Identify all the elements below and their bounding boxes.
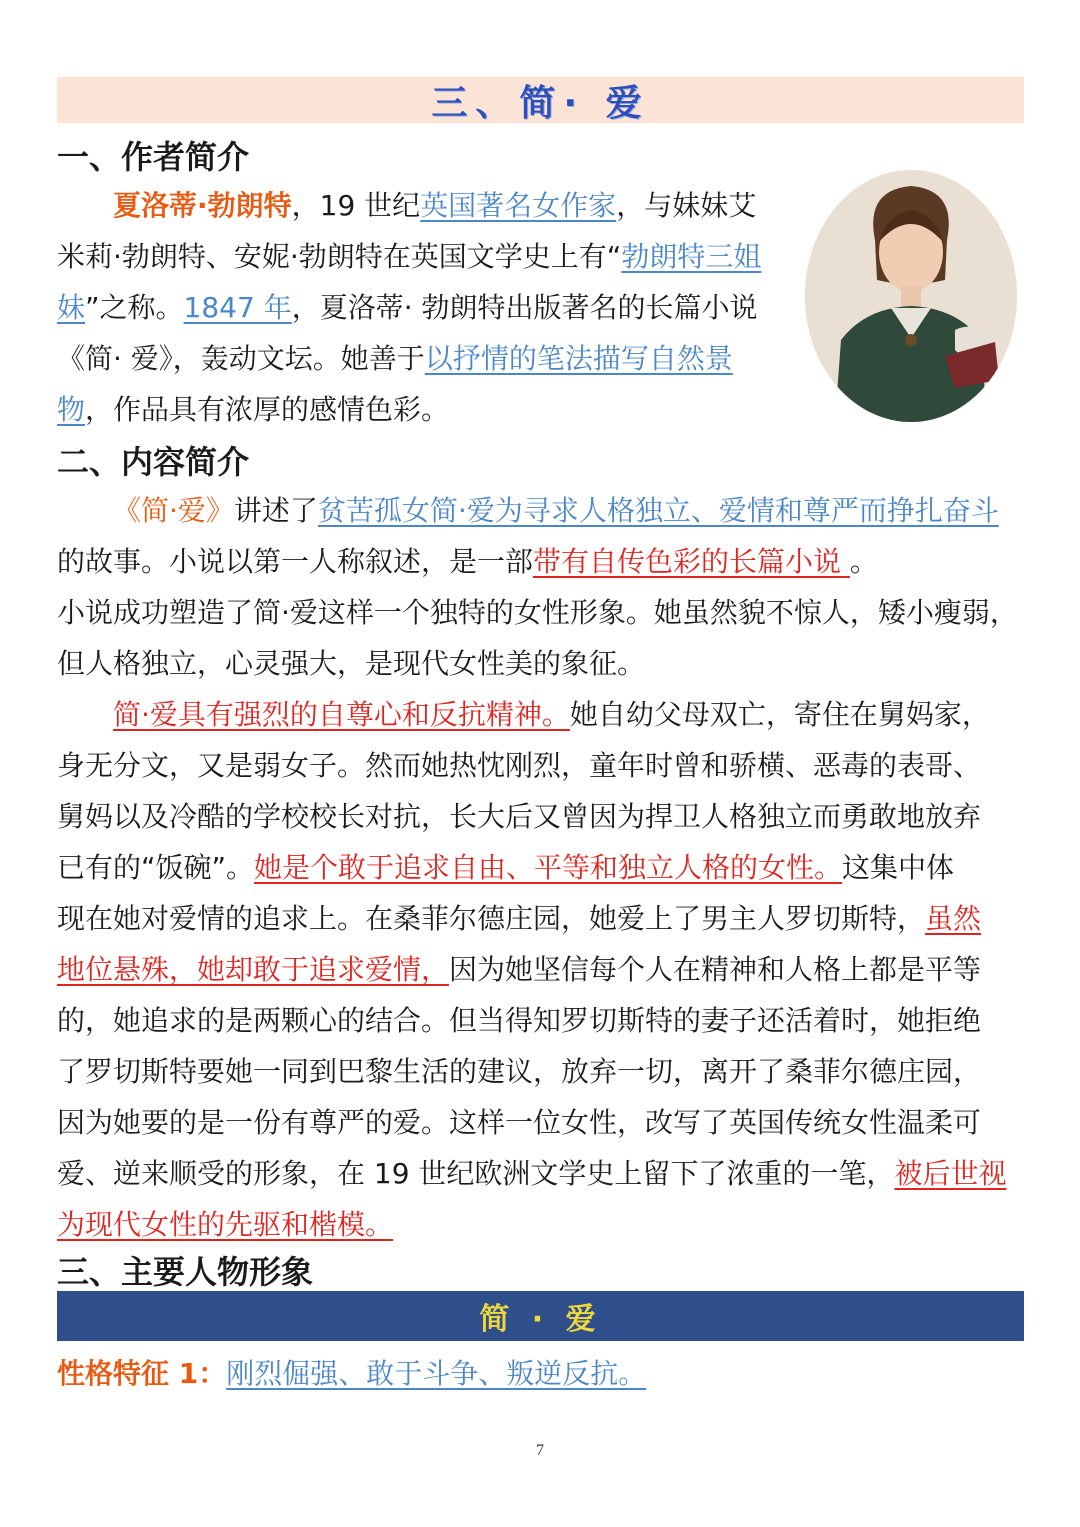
- text: 小说成功塑造了简·爱这样一个独特的女性形象。她虽然貌不惊人，矮小瘦弱，: [57, 596, 1018, 629]
- text: 的，她追求的是两颗心的结合。但当得知罗切斯特的妻子还活着时，她拒绝: [57, 1004, 982, 1037]
- text: 爱、逆来顺受的形象，在 19 世纪欧洲文学史上留下了浓重的一笔，: [57, 1157, 895, 1190]
- character-name: 简 · 爱: [479, 1302, 602, 1337]
- text: 因为她坚信每个人在精神和人格上都是平等: [449, 953, 982, 986]
- text: 的故事。小说以第一人称叙述，是一部: [57, 545, 534, 578]
- highlight-text: 妹: [57, 291, 86, 324]
- highlight-text: 带有自传色彩的长篇小说: [533, 545, 850, 578]
- highlight-text: 她是个敢于追求自由、平等和独立人格的女性。: [254, 851, 843, 884]
- author-name: 夏洛蒂·勃朗特: [113, 189, 292, 222]
- section-heading-author: 一、作者简介: [57, 138, 250, 176]
- text: 了罗切斯特要她一同到巴黎生活的建议，放弃一切，离开了桑菲尔德庄园，: [57, 1055, 982, 1088]
- trait-label: 性格特征 1：: [57, 1357, 227, 1390]
- page-number: 7: [536, 1442, 544, 1459]
- text: 讲述了: [233, 494, 318, 527]
- text: 身无分文，又是弱女子。然而她热忱刚烈，童年时曾和骄横、恶毒的表哥、: [57, 749, 982, 782]
- highlight-text: 勃朗特三姐: [621, 240, 762, 273]
- text: 已有的“饭碗”。: [57, 851, 255, 884]
- character-name-bar: [57, 1291, 1024, 1341]
- book-title: 《简·爱》: [113, 494, 234, 527]
- page-title: 三、简· 爱: [431, 82, 650, 124]
- text: 这集中体: [842, 851, 955, 884]
- text: ，19 世纪: [291, 189, 421, 222]
- text: ”之称。: [85, 291, 184, 324]
- text: ，夏洛蒂· 勃朗特出版著名的长篇小说: [291, 291, 758, 324]
- text: 因为她要的是一份有尊严的爱。这样一位女性，改写了英国传统女性温柔可: [57, 1106, 982, 1139]
- highlight-text: 简·爱具有强烈的自尊心和反抗精神。: [113, 698, 570, 731]
- highlight-text: 英国著名女作家: [420, 189, 617, 222]
- text: 她自幼父母双亡，寄住在舅妈家，: [569, 698, 990, 731]
- highlight-text: 1847 年: [183, 291, 292, 324]
- highlight-text: 物: [57, 393, 86, 426]
- text: 但人格独立，心灵强大，是现代女性美的象征。: [57, 647, 646, 680]
- highlight-text: 虽然: [925, 902, 982, 935]
- text: ，作品具有浓厚的感情色彩。: [85, 393, 450, 426]
- text: 米莉·勃朗特、安妮·勃朗特在英国文学史上有“: [57, 240, 622, 273]
- title-banner: [57, 77, 1024, 123]
- trait-value: 刚烈倔强、敢于斗争、叛逆反抗。: [226, 1357, 647, 1390]
- section-heading-content: 二、内容简介: [57, 443, 250, 481]
- trait-line: [57, 1352, 646, 1396]
- section-heading-characters: 三、主要人物形象: [57, 1253, 314, 1291]
- text: 《简· 爱》，轰动文坛。她善于: [57, 342, 425, 375]
- text: ，与妹妹艾: [616, 189, 757, 222]
- author-intro-paragraph: [57, 180, 797, 435]
- highlight-text: 被后世视: [894, 1157, 1007, 1190]
- highlight-text: 为现代女性的先驱和楷模。: [57, 1208, 394, 1241]
- highlight-text: 以抒情的笔法描写自然景: [424, 342, 733, 375]
- highlight-text: 贫苦孤女简·爱为寻求人格独立、爱情和尊严而挣扎奋斗: [317, 494, 999, 527]
- text: 现在她对爱情的追求上。在桑菲尔德庄园，她爱上了男主人罗切斯特，: [57, 902, 926, 935]
- content-intro-paragraph: [57, 485, 1027, 1250]
- text: 舅妈以及冷酷的学校校长对抗，长大后又曾因为捍卫人格独立而勇敢地放弃: [57, 800, 982, 833]
- author-portrait: [805, 170, 1017, 422]
- text: 。: [849, 545, 878, 578]
- highlight-text: 地位悬殊，她却敢于追求爱情，: [57, 953, 450, 986]
